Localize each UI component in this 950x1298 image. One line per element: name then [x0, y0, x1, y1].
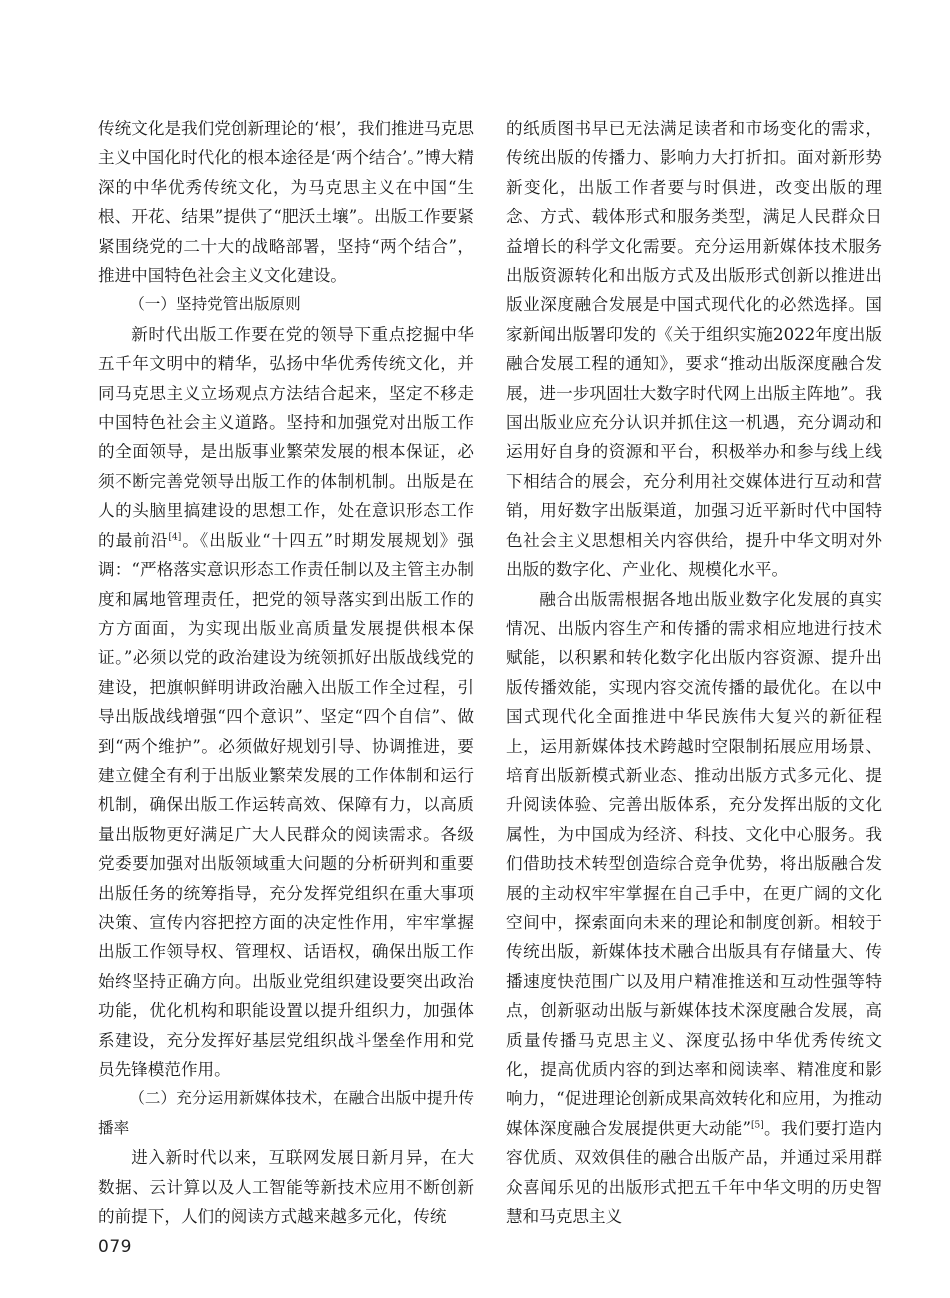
paragraph: 进入新时代以来，互联网发展日新月异，在大数据、云计算以及人工智能等新技术应用不断创新的前提下，人们的阅读方式越来越多元化，传统	[98, 1148, 474, 1227]
paragraph-text: 新时代出版工作要在党的领导下重点挖掘中华五千年文明中的精华，弘扬中华优秀传统文化，并同马克思主义立场观点方法结合起来，坚定不移走中国特色社会主义道路。坚持和加强党对出版工作的全面领导，是出版事业繁荣发展的根本保证，必须不断完善党领导出版工作的体制机制。出版是在人的头脑里搞建设的思想工作，处在意识形态工作的最前沿	[98, 324, 474, 550]
paragraph-text: 融合出版需根据各地出版业数字化发展的真实情况、出版内容生产和传播的需求相应地进行技术赋能，以积累和转化数字化出版内容资源、提升出版传播效能，实现内容交流传播的最优化。在以中国式现代化全面推进中华民族伟大复兴的新征程上，运用新媒体技术跨越时空限制拓展应用场景、培育出版新模式新业态、推动出版方式多元化、提升阅读体验、完善出版体系，充分发挥出版的文化属性，为中国成为经济、科技、文化中心服务。我们借助技术转型创造综合竞争优势，将出版融合发展的主动权牢牢掌握在自己手中，在更广阔的文化空间中，探索面向未来的理论和制度创新。相较于传统出版，新媒体技术融合出版具有存储量大、传播速度快范围广以及用户精准推送和互动性强等特点，创新驱动出版与新媒体技术深度融合发展，高质量传播马克思主义、深度弘扬中华优秀传统文化，提高优质内容的到达率和阅读率、精准度和影响力，“促进理论创新成果高效转化和应用，为推动媒体深度融合发展提供更大动能”	[506, 589, 882, 1138]
left-column	[98, 114, 474, 1231]
paragraph-text: 。《出版业“十四五”时期发展规划》强调：“严格落实意识形态工作责任制以及主管主办制度和属地管理责任，把党的领导落实到出版工作的方方面面，为实现出版业高质量发展提供根本保证。”必须以党的政治建设为统领抓好出版战线党的建设，把旗帜鲜明讲政治融入出版工作全过程，引导出版战线增强“四个意识”、坚定“四个自信”、做到“两个维护”。必须做好规划引导、协调推进，要建立健全有利于出版业繁荣发展的工作体制和运行机制，确保出版工作运转高效、保障有力，以高质量出版物更好满足广大人民群众的阅读需求。各级党委要加强对出版领域重大问题的分析研判和重要出版任务的统筹指导，充分发挥党组织在重大事项决策、宣传内容把控方面的决定性作用，牢牢掌握出版工作领导权、管理权、话语权，确保出版工作始终坚持正确方向。出版业党组织建设要突出政治功能，优化机构和职能设置以提升组织力，加强体系建设，充分发挥好基层党组织战斗堡垒作用和党员先锋模范作用。	[98, 530, 475, 1079]
page-number: 079	[98, 1237, 132, 1257]
reference-marker: [4]	[168, 532, 182, 543]
reference-marker: [5]	[751, 1120, 764, 1131]
paragraph-continued: 的纸质图书早已无法满足读者和市场变化的需求，传统出版的传播力、影响力大打折扣。面对新形势新变化，出版工作者要与时俱进，改变出版的理念、方式、载体形式和服务类型，满足人民群众日益增长的科学文化需要。充分运用新媒体技术服务出版资源转化和出版方式及出版形式创新以推进出版业深度融合发展是中国式现代化的必然选择。国家新闻出版署印发的《关于组织实施2022年度出版融合发展工程的通知》，要求“推动出版深度融合发展，进一步巩固壮大数字时代网上出版主阵地”。我国出版业应充分认识并抓住这一机遇，充分调动和运用好自身的资源和平台，积极举办和参与线上线下相结合的展会，充分利用社交媒体进行互动和营销，用好数字出版渠道，加强习近平新时代中国特色社会主义思想相关内容供给，提升中华文明对外出版的数字化、产业化、规模化水平。	[506, 119, 882, 580]
right-column	[506, 114, 882, 1231]
paragraph	[98, 320, 474, 1085]
section-heading-2: （二）充分运用新媒体技术，在融合出版中提升传播率	[98, 1089, 474, 1137]
paragraph	[506, 585, 882, 1232]
paragraph-text: 。我们要打造内容优质、双效俱佳的融合出版产品，并通过采用群众喜闻乐见的出版形式把五千年中华文明的历史智慧和马克思主义	[506, 1118, 883, 1227]
section-heading-1: （一）坚持党管出版原则	[129, 295, 301, 314]
paragraph-continued: 传统文化是我们党创新理论的‘根’，我们推进马克思主义中国化时代化的根本途径是‘两个结合’。”博大精深的中华优秀传统文化，为马克思主义在中国“生根、开花、结果”提供了“肥沃土壤”。出版工作要紧紧围绕党的二十大的战略部署，坚持“两个结合”，推进中国特色社会主义文化建设。	[98, 119, 474, 286]
